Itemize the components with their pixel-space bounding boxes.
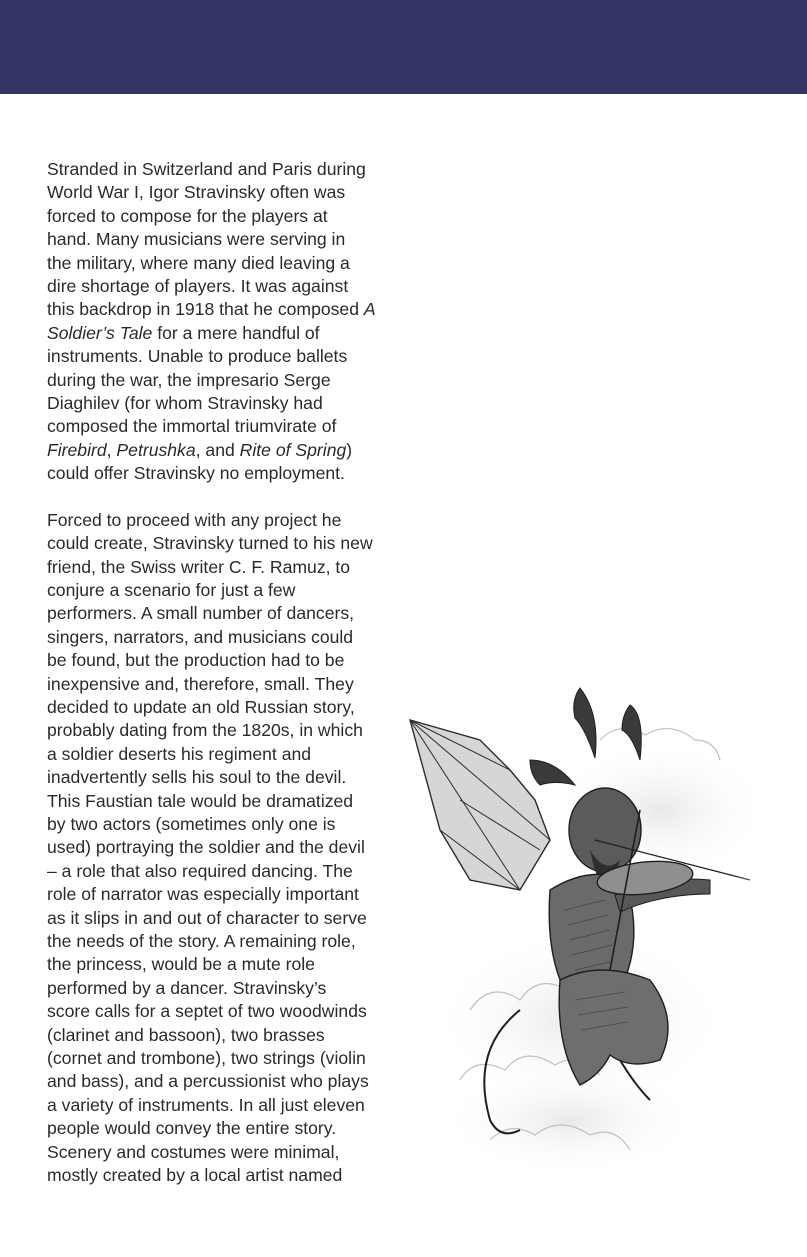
text-line: as it slips in and out of character to serve	[47, 907, 367, 928]
text-line: This Faustian tale would be dramatized	[47, 790, 354, 811]
text-line: inadvertently sells his soul to the devil.	[47, 767, 347, 788]
text-segment: , and	[195, 439, 240, 460]
text-line: by two actors (sometimes only one is	[47, 813, 336, 834]
text-line: – a role that also required dancing. The	[47, 860, 353, 881]
header-band	[0, 0, 807, 94]
text-line: performed by a dancer. Stravinsky’s	[47, 977, 327, 998]
text-line: Forced to proceed with any project he	[47, 509, 342, 530]
text-line: a variety of instruments. In all just eleven	[47, 1094, 365, 1115]
title-italic: A	[363, 299, 376, 320]
text-line	[47, 298, 397, 321]
text-line: performers. A small number of dancers,	[47, 603, 355, 624]
text-line: World War I, Igor Stravinsky often was	[47, 182, 346, 203]
title-italic: Firebird	[47, 439, 107, 460]
text-line: people would convey the entire story.	[47, 1118, 337, 1139]
text-line: the princess, would be a mute role	[47, 954, 315, 975]
title-italic: Petrushka	[116, 439, 196, 460]
text-line: and bass), and a percussionist who plays	[47, 1071, 369, 1092]
text-line: role of narrator was especially important	[47, 884, 359, 905]
text-line: score calls for a septet of two woodwinds	[47, 1001, 367, 1022]
text-line: singers, narrators, and musicians could	[47, 626, 354, 647]
article-text	[47, 158, 397, 1187]
text-line: the needs of the story. A remaining role,	[47, 931, 356, 951]
text-line: (cornet and trombone), two strings (violin	[47, 1048, 366, 1069]
text-line: instruments. Unable to produce ballets	[47, 346, 348, 367]
text-line: during the war, the impresario Serge	[47, 369, 331, 390]
text-line: Diaghilev (for whom Stravinsky had	[47, 393, 323, 414]
text-line: decided to update an old Russian story,	[47, 696, 355, 717]
text-line: Scenery and costumes were minimal,	[47, 1141, 340, 1162]
title-italic: Soldier’s Tale	[47, 322, 153, 343]
cloud	[440, 1065, 700, 1175]
text-segment: ,	[106, 439, 117, 460]
text-line	[47, 322, 397, 345]
text-line: friend, the Swiss writer C. F. Ramuz, to	[47, 556, 351, 577]
text-line: the military, where many died leaving a	[47, 252, 350, 273]
text-line: composed the immortal triumvirate of	[47, 416, 337, 437]
text-segment: )	[346, 439, 353, 460]
paragraph-2	[47, 509, 397, 1188]
text-line: could create, Stravinsky turned to his new	[47, 533, 373, 554]
text-line: be found, but the production had to be	[47, 650, 345, 671]
text-line: (clarinet and bassoon), two brasses	[47, 1024, 325, 1045]
text-segment: this backdrop in 1918 that he composed	[47, 299, 364, 320]
text-line	[47, 439, 397, 462]
text-segment: for a mere handful of	[152, 322, 320, 343]
text-line: mostly created by a local artist named	[47, 1165, 343, 1186]
text-line: Stranded in Switzerland and Paris during	[47, 159, 366, 179]
text-line: a soldier deserts his regiment and	[47, 743, 312, 764]
text-line: inexpensive and, therefore, small. They	[47, 673, 354, 694]
title-italic: Rite of Spring	[239, 439, 347, 460]
text-line: used) portraying the soldier and the devil	[47, 837, 365, 858]
text-line: hand. Many musicians were serving in	[47, 229, 346, 250]
text-line: probably dating from the 1820s, in which	[47, 720, 363, 741]
text-line: dire shortage of players. It was against	[47, 276, 349, 297]
text-line: forced to compose for the players at	[47, 205, 328, 226]
paragraph-1	[47, 158, 397, 486]
devil-violin-illustration	[400, 680, 807, 1180]
text-line: could offer Stravinsky no employment.	[47, 463, 345, 484]
text-line: conjure a scenario for just a few	[47, 579, 296, 600]
